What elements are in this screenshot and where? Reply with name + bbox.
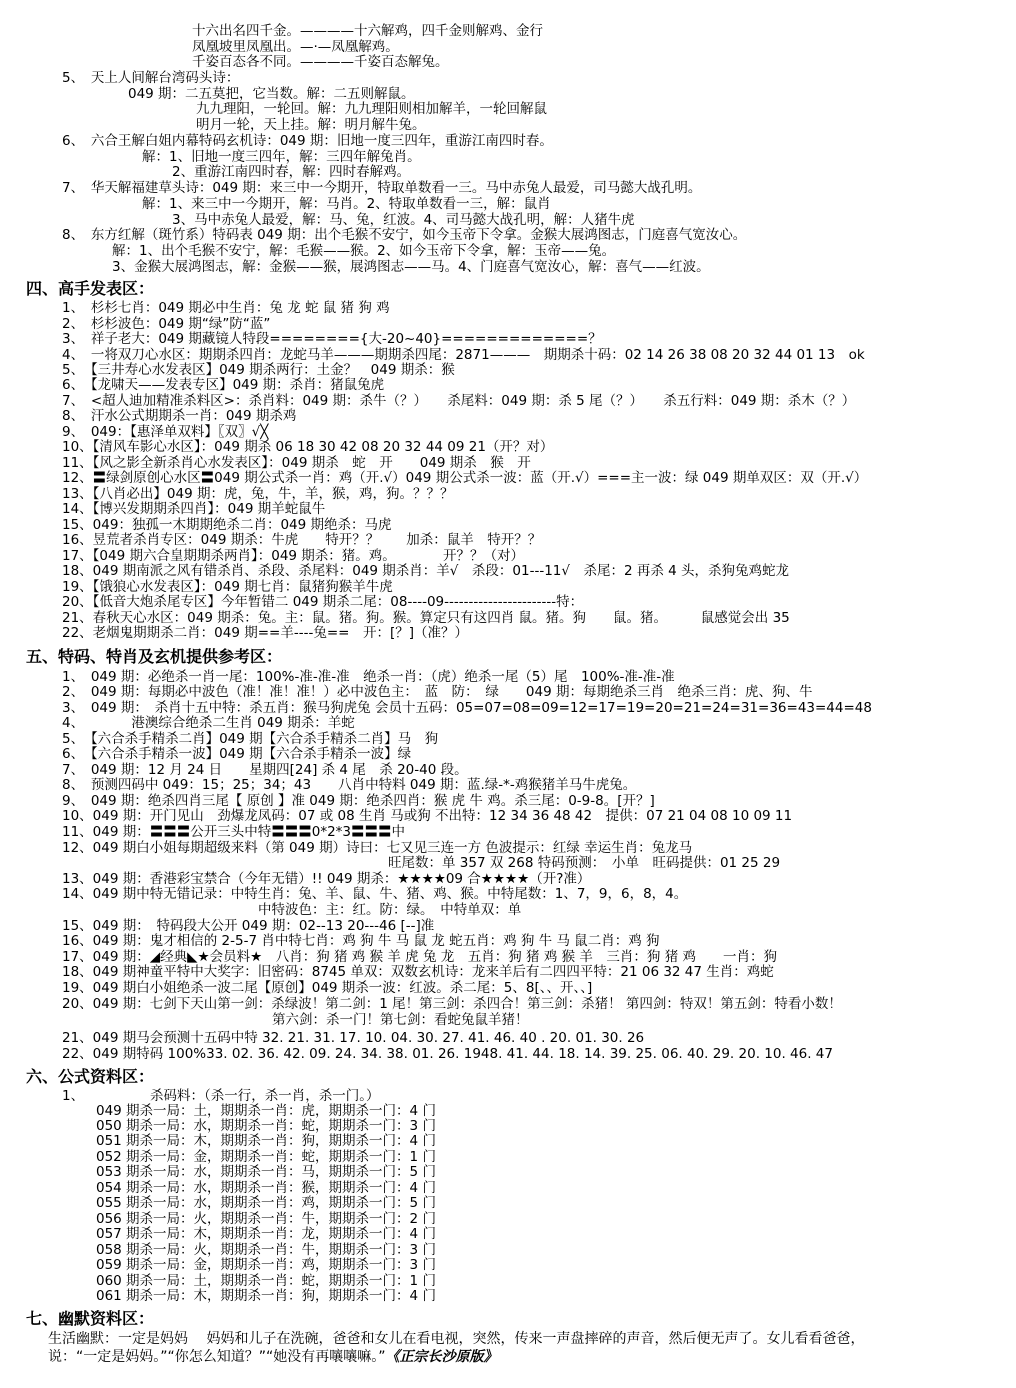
table-row: 059 期杀一局：金，期期杀一肖：鸡，期期杀一门：3 门 [96,1257,436,1273]
top-line: 3、马中赤兔人最爱，解：马、兔，红波。4、司马懿大战孔明，解：人猪牛虎 [172,212,635,228]
humor-text-end [48,1349,498,1365]
list-item: 16、049 期：鬼才相信的 2-5-7 肖中特七肖：鸡 狗 牛 马 鼠 龙 蛇五肖：鸡 狗 牛 马 鼠二肖：鸡 狗 [62,933,660,949]
top-line: 2、重游江南四时春，解：四时春解鸡。 [172,164,411,180]
top-line: 千姿百态各不同。————千姿百态解兔。 [192,54,449,70]
list-item-continuation: 中特波色：主：红。防：绿。 中特单双：单 [258,902,522,918]
section-heading: 五、特码、特肖及玄机提供参考区： [26,647,283,666]
list-item: 17、【049 期六合皇期期杀两肖】：049 期杀：猪。鸡。 开？？（对） [62,548,525,564]
table-row: 060 期杀一局：土，期期杀一肖：蛇，期期杀一门：1 门 [96,1273,436,1289]
list-item: 19、049 期白小姐绝杀一波二尾【原创】049 期杀一波：红波。杀二尾：5、8[、、开、、] [62,980,593,996]
list-item: 13、049 期：香港彩宝禁合（今年无错）!! 049 期杀：★★★★09 合★★★★（开?准） [62,871,591,887]
list-item: 8、 汗水公式期期杀一肖：049 期杀鸡 [62,408,297,424]
list-item: 1、 杉杉七肖：049 期必中生肖：兔 龙 蛇 鼠 猪 狗 鸡 [62,300,390,316]
table-row: 055 期杀一局：水，期期杀一肖：鸡，期期杀一门：5 门 [96,1195,436,1211]
top-line: 解：1、旧地一度三四年，解：三四年解兔肖。 [142,149,421,165]
top-line: 凤凰坡里凤凰出。—·—凤凰解鸡。 [192,39,399,55]
source-credit: 《正宗长沙原版》 [385,1349,498,1365]
list-item: 12、〓绿剑原创心水区〓049 期公式杀一肖：鸡（开.√）049 期公式杀一波：蓝（开.√）===主一波：绿 049 期单双区：双（开.√） [62,470,868,486]
table-row: 057 期杀一局：木，期期杀一肖：龙，期期杀一门：4 门 [96,1226,436,1242]
list-item: 11、【风之影全新杀肖心水发表区】：049 期杀 蛇 开 049 期杀 猴 开 [62,455,531,471]
list-item: 21、049 期马会预测十五码中特 32. 21. 31. 17. 10. 04. 30. 27. 41. 46. 40 . 20. 01. 30. 26 [62,1030,645,1046]
top-line: 3、金猴大展鸿图志，解：金猴——猴，展鸿图志——马。4、门庭喜气宽汝心，解：喜气——红波。 [112,259,710,275]
table-row: 052 期杀一局：金，期期杀一肖：蛇，期期杀一门：1 门 [96,1149,436,1165]
top-line: 解：1、来三中一今期开，解：马肖。2、特取单数看一三，解：鼠肖 [142,196,551,212]
list-item: 14、【博兴发期期杀四肖】：049 期羊蛇鼠牛 [62,501,326,517]
list-item: 4、 港澳综合绝杀二生肖 049 期杀：羊蛇 [62,715,355,731]
top-line: 7、 华天解福建草头诗：049 期：来三中一今期开，特取单数看一三。马中赤兔人最爱，司马懿大战孔明。 [62,180,702,196]
section-heading: 六、公式资料区： [26,1067,155,1086]
top-line: 解：1、出个毛猴不安宁，解：毛猴——猴。2、如今玉帝下令拿，解：玉帝——兔。 [112,243,616,259]
table-row: 056 期杀一局：火，期期杀一肖：牛，期期杀一门：2 门 [96,1211,436,1227]
list-item: 17、049 期：◢经典◣★会员料★ 八肖：狗 猪 鸡 猴 羊 虎 兔 龙 五肖：狗 猪 鸡 猴 羊 三肖：狗 猪 鸡 一肖：狗 [62,949,777,965]
list-item: 21、春秋天心水区：049 期杀：兔。主：鼠。猪。狗。猴。算定只有这四肖 鼠。猪。狗 鼠。猪。 鼠感觉会出 35 [62,610,790,626]
list-item: 22、049 期特码 100%33. 02. 36. 42. 09. 24. 34. 38. 01. 26. 1948. 41. 44. 18. 14. 39. 25. 06. 40. 29. 20. 10. 46. 47 [62,1046,833,1062]
top-line: 6、 六合王解白姐内幕特码玄机诗：049 期：旧地一度三四年，重游江南四时春。 [62,133,553,149]
list-item: 6、 【龙啸天——发表专区】049 期：杀肖：猪鼠兔虎 [62,377,385,393]
list-item: 16、昱荒者杀肖专区：049 期杀：牛虎 特开？？ 加杀：鼠羊 特开？？ [62,532,542,548]
list-item: 8、 预测四码中 049：15；25；34；43 八肖中特料 049 期：蓝.绿-*-鸡猴猪羊马牛虎兔。 [62,777,637,793]
list-item: 10、【清风车影心水区】：049 期杀 06 18 30 42 08 20 32 44 09 21（开？对） [62,439,554,455]
list-item: 2、 杉杉波色：049 期“绿”防“蓝” [62,316,271,332]
list-item: 7、 049 期：12 月 24 日 星期四[24] 杀 4 尾 杀 20-40 段。 [62,762,468,778]
table-row: 061 期杀一局：木，期期杀一肖：狗，期期杀一门：4 门 [96,1288,436,1304]
list-item: 3、 祥子老大：049 期藏镜人特段========{大-20~40}=============？ [62,331,602,347]
list-item: 3、 049 期： 杀肖十五中特：杀五肖：猴马狗虎兔 会员十五码：05=07=08=09=12=17=19=20=21=24=31=36=43=44=48 [62,700,872,716]
list-item: 6、 【六合杀手精杀一波】049 期【六合杀手精杀一波】绿 [62,746,412,762]
table-row: 050 期杀一局：水，期期杀一肖：蛇，期期杀一门：3 门 [96,1118,436,1134]
list-item: 18、049 期神童平特中大奖字：旧密码：8745 单双：双数玄机诗：龙来羊后有二四四平特：21 06 32 47 生肖：鸡蛇 [62,964,774,980]
top-line: 十六出名四千金。————十六解鸡，四千金则解鸡、金行 [192,23,543,39]
list-item: 11、049 期：〓〓〓公开三头中特〓〓〓0*2*3〓〓〓中 [62,824,406,840]
section-heading: 四、高手发表区： [26,279,155,298]
table-row: 058 期杀一局：火，期期杀一肖：牛，期期杀一门：3 门 [96,1242,436,1258]
list-item: 18、049 期南派之风有错杀肖、杀段、杀尾料：049 期杀肖：羊√ 杀段：01---11√ 杀尾：2 再杀 4 头，杀狗兔鸡蛇龙 [62,563,790,579]
list-item: 20、049 期：七剑下天山第一剑：杀绿波！第二剑：1 尾！第三剑：杀四合！第三剑：杀猪！ 第四剑：特双！第五剑：特看小数！ [62,996,842,1012]
list-item: 5、 【六合杀手精杀二肖】049 期【六合杀手精杀二肖】马 狗 [62,731,439,747]
list-item-number: 1、 [62,1088,85,1104]
list-item-continuation: 旺尾数：单 357 双 268 特码预测： 小单 旺码提供：01 25 29 [388,855,781,871]
section-heading: 七、幽默资料区： [26,1309,155,1328]
table-row: 051 期杀一局：木，期期杀一肖：狗，期期杀一门：4 门 [96,1133,436,1149]
list-item: 4、 一将双刀心水区：期期杀四肖：龙蛇马羊———期期杀四尾：2871——— 期期杀十码：02 14 26 38 08 20 32 44 01 13 ok [62,347,865,363]
list-item: 9、 049：【惠泽单双料】〖双〗√╳ [62,424,269,440]
list-item: 7、 <超人迪加精准杀料区>：杀肖料：049 期：杀牛（？） 杀尾料：049 期：杀 5 尾（？） 杀五行料：049 期：杀木（？） [62,393,856,409]
humor-quote: 说：“一定是妈妈。”“你怎么知道？”“她没有再嚷嚷嘛。” [48,1349,386,1365]
list-item: 10、049 期：开门见山 劲爆龙凤码：07 或 08 生肖 马或狗 不出特：12 34 36 48 42 提供：07 21 04 08 10 09 11 [62,808,793,824]
list-item: 19、【饿狼心水发表区】：049 期七肖：鼠猪狗猴羊牛虎 [62,579,393,595]
top-line: 049 期：二五莫把，它当数。解：二五则解鼠。 [128,86,415,102]
list-item: 杀码料：（杀一行，杀一肖，杀一门。） [150,1088,380,1104]
table-row: 049 期杀一局：土，期期杀一肖：虎，期期杀一门：4 门 [96,1103,436,1119]
list-item: 15、049：独孤一木期期绝杀二肖：049 期绝杀：马虎 [62,517,392,533]
list-item: 13、【八肖必出】049 期：虎，兔，牛，羊，猴，鸡，狗。？？？ [62,486,454,502]
table-row: 054 期杀一局：水，期期杀一肖：猴，期期杀一门：4 门 [96,1180,436,1196]
top-line: 5、 天上人间解台湾码头诗： [62,70,240,86]
list-item: 20、【低音大炮杀尾专区】今年暂错二 049 期杀二尾：08----09-----------------------特： [62,594,584,610]
list-item-continuation: 第六剑：杀一门！第七剑：看蛇兔鼠羊猪！ [272,1012,529,1028]
list-item: 22、老烟鬼期期杀二肖：049 期==羊----兔== 开：[？]（准？） [62,625,469,641]
list-item: 5、 【三井寿心水发表区】049 期杀两行：土金？ 049 期杀：猴 [62,362,455,378]
top-line: 8、 东方红解（斑竹系）特码表 049 期：出个毛猴不安宁，如今玉帝下令拿。金猴大展鸿图志，门庭喜气宽汝心。 [62,227,747,243]
list-item: 15、049 期： 特码段大公开 049 期：02--13 20---46 [--]准 [62,918,435,934]
top-line: 九九理阳，一轮回。解：九九理阳则相加解羊，一轮回解鼠 [196,101,547,117]
list-item: 1、 049 期：必绝杀一肖一尾：100%-准-准-准 绝杀一肖：（虎）绝杀一尾（5）尾 100%-准-准-准 [62,669,675,685]
list-item: 2、 049 期：每期必中波色（准！准！准！）必中波色主： 蓝 防： 绿 049 期：每期绝杀三肖 绝杀三肖：虎、狗、牛 [62,684,813,700]
list-item: 9、 049 期：绝杀四肖三尾【 原创 】准 049 期：绝杀四肖：猴 虎 牛 鸡。杀三尾：0-9-8。[开？] [62,793,655,809]
top-line: 明月一轮，天上挂。解：明月解牛兔。 [196,117,426,133]
table-row: 053 期杀一局：水，期期杀一肖：马，期期杀一门：5 门 [96,1164,436,1180]
list-item: 14、049 期中特无错记录：中特生肖：兔、羊、鼠、牛、猪、鸡、猴。中特尾数：1、7，9，6，8，4。 [62,886,688,902]
list-item: 12、049 期白小姐每期超级来料（第 049 期）诗曰：七又见三连一方 色波提示：红绿 幸运生肖：兔龙马 [62,840,693,856]
humor-text: 生活幽默：一定是妈妈 妈妈和儿子在洗碗，爸爸和女儿在看电视，突然，传来一声盘摔碎的声音，然后便无声了。女儿看看爸爸， [48,1331,865,1347]
